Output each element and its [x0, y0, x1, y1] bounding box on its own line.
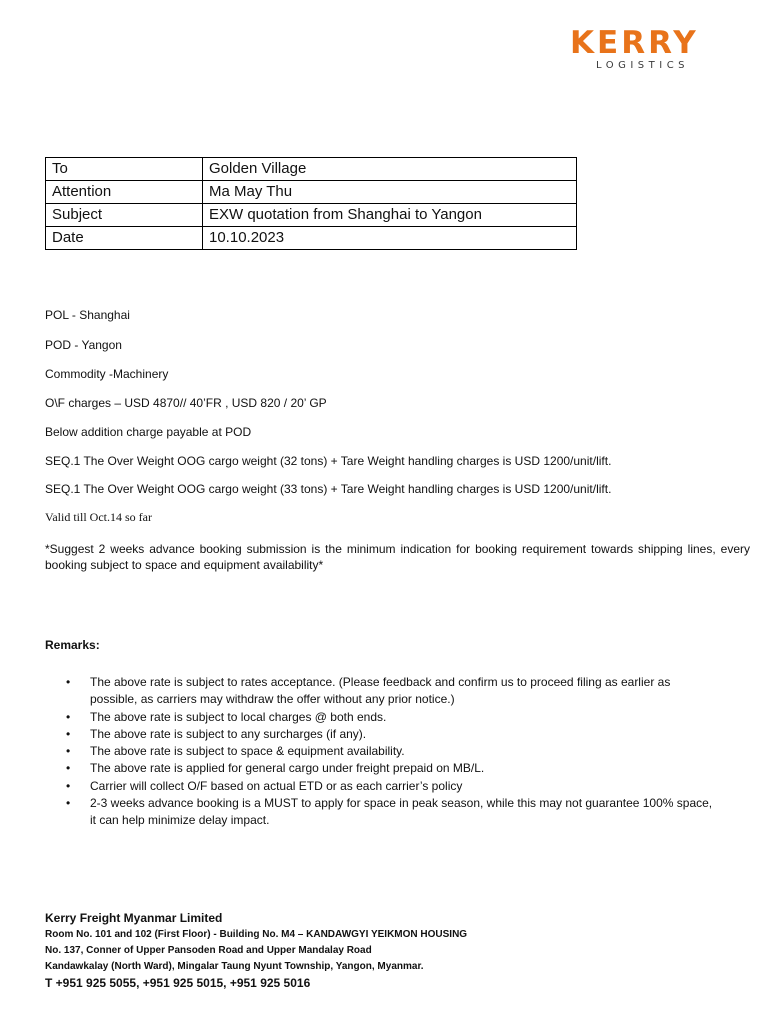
remark-text: The above rate is subject to any surcharges (if any). [90, 726, 367, 741]
kerry-logistics-logo [566, 26, 742, 76]
attention-value: Ma May Thu [203, 181, 577, 204]
address-line-2: No. 137, Conner of Upper Pansoden Road and Upper Mandalay Road [45, 945, 372, 956]
remark-text: The above rate is subject to local charges @ both ends. [90, 709, 387, 724]
seq1-charge-line: SEQ.1 The Over Weight OOG cargo weight (32 tons) + Tare Weight handling charges is USD 1200/unit/lift. [45, 454, 612, 468]
validity-line: Valid till Oct.14 so far [45, 510, 152, 524]
remark-text: The above rate is subject to rates acceptance. (Please feedback and confirm us to proceed filing as earlier as possible, as carriers may withdraw the offer without any prior notice.) [90, 675, 671, 707]
to-label: To [46, 158, 203, 181]
remarks-heading: Remarks: [45, 638, 100, 652]
remark-text: Carrier will collect O/F based on actual ETD or as each carrier’s policy [90, 778, 463, 793]
bullet-icon: • [66, 744, 71, 759]
list-item [0, 743, 720, 760]
list-item [0, 795, 720, 830]
bullet-icon: • [66, 761, 71, 776]
remark-text: 2-3 weeks advance booking is a MUST to apply for space in peak season, while this may not guarantee 100% space, it can help minimize delay impact. [90, 796, 713, 828]
list-item [0, 709, 720, 726]
remark-text: The above rate is subject to space & equipment availability. [90, 744, 405, 759]
pod-line: POD - Yangon [45, 338, 122, 352]
bullet-icon: • [66, 675, 71, 689]
list-item [0, 778, 720, 795]
commodity-line: Commodity -Machinery [45, 367, 169, 381]
address-line-3: Kandawkalay (North Ward), Mingalar Taung Nyunt Township, Yangon, Myanmar. [45, 961, 424, 972]
ocean-freight-charges: O\F charges – USD 4870// 40’FR , USD 820 / 20’ GP [45, 396, 327, 410]
table-row [46, 158, 577, 181]
list-item [0, 726, 720, 743]
table-row [46, 181, 577, 204]
company-name: Kerry Freight Myanmar Limited [45, 911, 223, 925]
bullet-icon: • [66, 709, 71, 724]
subject-label: Subject [46, 204, 203, 227]
to-value: Golden Village [203, 158, 577, 181]
attention-label: Attention [46, 181, 203, 204]
list-item [0, 760, 720, 777]
date-value: 10.10.2023 [203, 227, 577, 250]
company-footer [45, 909, 745, 991]
subject-value: EXW quotation from Shanghai to Yangon [203, 204, 577, 227]
table-row [46, 204, 577, 227]
remark-text: The above rate is applied for general cargo under freight prepaid on MB/L. [90, 761, 485, 776]
booking-suggestion: *Suggest 2 weeks advance booking submission is the minimum indication for booking requirement towards shipping lines, every booking subject to space and equipment availability* [45, 542, 750, 572]
pol-line: POL - Shanghai [45, 308, 130, 322]
address-line-1: Room No. 101 and 102 (First Floor) - Building No. M4 – KANDAWGYI YEIKMON HOUSING [45, 929, 468, 940]
date-label: Date [46, 227, 203, 250]
list-item [0, 674, 720, 709]
logo-wordmark: KERRY [570, 25, 699, 61]
bullet-icon: • [66, 796, 71, 811]
logo-subtitle: LOGISTICS [596, 60, 690, 71]
addition-charge-note: Below addition charge payable at POD [45, 425, 252, 439]
bullet-icon: • [66, 726, 71, 741]
bullet-icon: • [66, 778, 71, 793]
seq1-charge-line-2: SEQ.1 The Over Weight OOG cargo weight (33 tons) + Tare Weight handling charges is USD 1200/unit/lift. [45, 482, 612, 496]
remarks-list [0, 674, 720, 830]
header-info-table [45, 157, 577, 250]
table-row [46, 227, 577, 250]
phone-numbers: T +951 925 5055, +951 925 5015, +951 925 5016 [45, 976, 311, 990]
